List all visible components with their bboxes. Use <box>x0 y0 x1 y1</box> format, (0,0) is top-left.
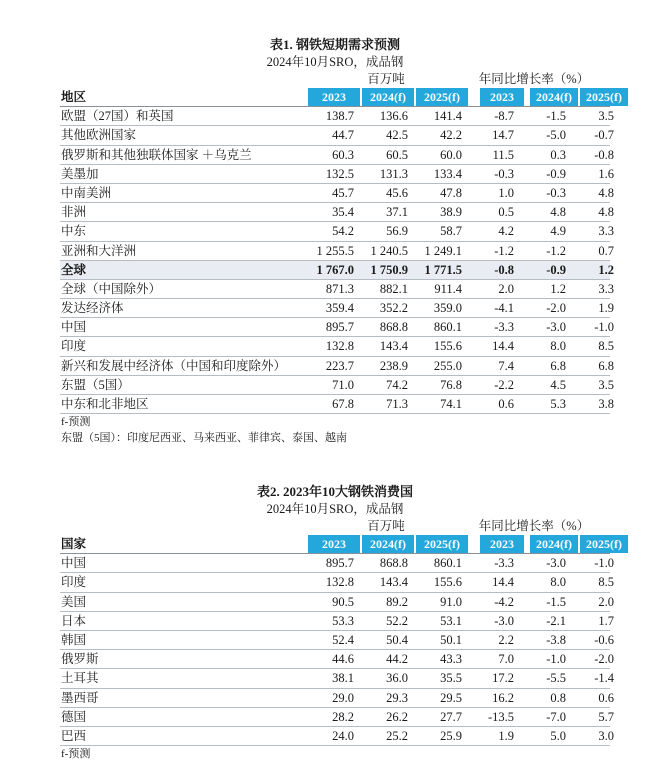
table-cell: 35.4 <box>332 205 354 220</box>
table-cell: 860.1 <box>433 556 462 571</box>
table-cell: 1.6 <box>598 166 614 181</box>
table-cell: 131.3 <box>379 166 408 181</box>
table-cell: -0.9 <box>546 262 566 277</box>
table-cell: 4.2 <box>498 224 514 239</box>
table-cell: 5.7 <box>598 709 614 724</box>
row-label: 发达经济体 <box>61 301 124 316</box>
table-row <box>60 107 614 126</box>
row-label: 中国 <box>61 320 87 335</box>
table-row <box>60 222 614 241</box>
table-cell: -1.5 <box>546 109 566 124</box>
table-cell: 38.9 <box>440 205 462 220</box>
table-cell: 895.7 <box>325 556 354 571</box>
table-cell: 26.2 <box>386 709 408 724</box>
table-cell: 6.8 <box>598 358 614 373</box>
table-cell: 52.2 <box>386 613 408 628</box>
table-cell: 74.2 <box>386 377 408 392</box>
row-label: 韩国 <box>61 632 87 647</box>
table-cell: 74.1 <box>440 397 462 411</box>
table-cell: 895.7 <box>325 320 354 335</box>
table-cell: 8.0 <box>550 575 566 590</box>
table-cell: -0.7 <box>594 128 614 143</box>
table-cell: 89.2 <box>386 594 408 609</box>
table-cell: 871.3 <box>325 281 354 296</box>
unit-absolute: 百万吨 <box>367 72 405 86</box>
table-cell: 25.9 <box>440 728 462 743</box>
table-row <box>60 689 614 708</box>
header-label: 地区 <box>61 90 87 104</box>
table-cell: 42.5 <box>386 128 408 143</box>
header-col: 2025(f) <box>416 88 468 106</box>
table-cell: -2.0 <box>594 652 614 667</box>
table-cell: -2.2 <box>494 377 514 392</box>
row-label: 俄罗斯和其他独联体国家 ＋乌克兰 <box>61 147 252 162</box>
table-cell: 44.2 <box>386 652 408 667</box>
table-cell: 1.0 <box>498 185 514 200</box>
table-cell: 1.9 <box>498 728 514 743</box>
table-cell: 141.4 <box>433 109 462 124</box>
row-label: 日本 <box>61 613 87 628</box>
table-cell: 223.7 <box>325 358 354 373</box>
table-row <box>60 203 614 222</box>
table-cell: -1.2 <box>546 243 566 258</box>
table-row <box>60 573 614 592</box>
table-cell: 1 767.0 <box>316 262 354 277</box>
table-cell: 3.3 <box>598 224 614 239</box>
table-cell: 132.5 <box>325 166 354 181</box>
table-cell: 14.4 <box>492 575 514 590</box>
header-col: 2025(f) <box>416 535 468 553</box>
table-cell: 60.3 <box>332 147 354 162</box>
row-label: 其他欧洲国家 <box>61 128 137 143</box>
footnote: f-预测 <box>61 416 91 429</box>
table-cell: -3.3 <box>494 556 514 571</box>
table-cell: 91.0 <box>440 594 462 609</box>
header-col: 2024(f) <box>530 88 578 106</box>
table-cell: 3.3 <box>598 281 614 296</box>
table-cell: 143.4 <box>379 575 408 590</box>
table-row <box>60 554 614 573</box>
table-1-body <box>60 107 614 414</box>
table-row <box>60 261 614 280</box>
table-2-body <box>60 554 614 746</box>
table-cell: 132.8 <box>325 575 354 590</box>
table-cell: -7.0 <box>546 709 566 724</box>
table-cell: -1.0 <box>546 652 566 667</box>
footnote: f-预测 <box>61 748 91 761</box>
table-row <box>60 318 614 337</box>
table-2 <box>60 483 622 762</box>
table-cell: -2.0 <box>546 301 566 316</box>
table-row <box>60 184 614 203</box>
table-cell: 53.3 <box>332 613 354 628</box>
table-row <box>60 357 614 376</box>
table-cell: 35.5 <box>440 671 462 686</box>
header-col: 2023 <box>480 535 524 553</box>
table-row <box>60 242 614 261</box>
table-cell: 911.4 <box>434 281 462 296</box>
table-cell: 138.7 <box>325 109 354 124</box>
table-cell: -2.1 <box>546 613 566 628</box>
table-cell: -1.5 <box>546 594 566 609</box>
header-col: 2023 <box>480 88 524 106</box>
table-row <box>60 146 614 165</box>
table-cell: 16.2 <box>492 690 514 705</box>
table-cell: 11.5 <box>492 147 514 162</box>
table-cell: 7.0 <box>498 652 514 667</box>
table-row <box>60 337 614 356</box>
table-cell: -0.8 <box>594 147 614 162</box>
table-cell: -8.7 <box>494 109 514 124</box>
table-cell: -1.0 <box>594 320 614 335</box>
table-cell: -5.0 <box>546 128 566 143</box>
table-cell: -13.5 <box>487 709 514 724</box>
table-1-subtitle: 2024年10月SRO，成品钢 <box>266 55 404 69</box>
table-cell: -0.6 <box>594 632 614 647</box>
table-cell: 4.5 <box>550 377 566 392</box>
row-label: 东盟（5国） <box>61 377 130 392</box>
table-cell: 43.3 <box>440 652 462 667</box>
table-row <box>60 631 614 650</box>
table-cell: -3.8 <box>546 632 566 647</box>
table-cell: 36.0 <box>386 671 408 686</box>
row-label: 墨西哥 <box>61 690 99 705</box>
row-label: 中南美洲 <box>61 185 112 200</box>
table-cell: 882.1 <box>379 281 408 296</box>
table-cell: 1.7 <box>598 613 614 628</box>
table-cell: 860.1 <box>433 320 462 335</box>
table-cell: 238.9 <box>379 358 408 373</box>
table-cell: 1.2 <box>598 262 614 277</box>
table-row <box>60 126 614 145</box>
row-label: 亚洲和大洋洲 <box>61 243 137 258</box>
table-cell: 42.2 <box>440 128 462 143</box>
table-cell: 3.8 <box>598 397 614 411</box>
table-cell: 5.0 <box>550 728 566 743</box>
row-label: 美墨加 <box>61 166 99 181</box>
table-cell: 352.2 <box>379 301 408 316</box>
table-cell: 1 249.1 <box>424 243 462 258</box>
row-label: 美国 <box>61 594 87 609</box>
table-row <box>60 165 614 184</box>
row-label: 中东 <box>61 224 87 239</box>
table-cell: -3.3 <box>494 320 514 335</box>
table-row <box>60 280 614 299</box>
table-cell: 0.6 <box>598 690 614 705</box>
table-cell: 45.6 <box>386 185 408 200</box>
table-cell: 90.5 <box>332 594 354 609</box>
header-col: 2024(f) <box>362 535 414 553</box>
table-cell: 50.4 <box>386 632 408 647</box>
table-cell: 37.1 <box>386 205 408 220</box>
table-cell: 868.8 <box>379 556 408 571</box>
table-cell: 14.7 <box>492 128 514 143</box>
table-cell: 3.5 <box>598 377 614 392</box>
table-cell: 8.5 <box>598 339 614 354</box>
table-cell: 7.4 <box>498 358 514 373</box>
table-1-notes <box>60 414 610 446</box>
table-cell: 44.7 <box>332 128 354 143</box>
header-col: 2023 <box>308 535 360 553</box>
row-label: 德国 <box>61 709 87 724</box>
table-cell: 3.5 <box>598 109 614 124</box>
row-label: 新兴和发展中经济体（中国和印度除外） <box>61 358 287 373</box>
table-cell: 4.9 <box>550 224 566 239</box>
table-cell: 38.1 <box>332 671 354 686</box>
table-cell: 1 240.5 <box>370 243 408 258</box>
table-cell: 47.8 <box>440 185 462 200</box>
table-cell: 4.8 <box>598 185 614 200</box>
table-cell: 44.6 <box>332 652 354 667</box>
table-2-notes <box>60 746 610 762</box>
table-cell: 24.0 <box>332 728 354 743</box>
table-cell: 1 255.5 <box>316 243 354 258</box>
table-cell: 76.8 <box>440 377 462 392</box>
table-cell: 50.1 <box>440 632 462 647</box>
row-label: 中国 <box>61 556 87 571</box>
table-cell: 71.3 <box>386 397 408 411</box>
header-col: 2023 <box>308 88 360 106</box>
table-1 <box>60 36 622 446</box>
row-label: 全球 <box>61 262 87 277</box>
table-cell: 25.2 <box>386 728 408 743</box>
table-cell: 2.0 <box>498 281 514 296</box>
table-cell: 0.6 <box>498 397 514 411</box>
table-cell: 155.6 <box>433 575 462 590</box>
table-row <box>60 650 614 669</box>
table-cell: 133.4 <box>433 166 462 181</box>
table-cell: -0.3 <box>546 185 566 200</box>
table-cell: 4.8 <box>598 205 614 220</box>
table-cell: -3.0 <box>546 320 566 335</box>
header-col: 2024(f) <box>530 535 578 553</box>
table-cell: 155.6 <box>433 339 462 354</box>
header-col: 2025(f) <box>580 88 628 106</box>
table-cell: -4.1 <box>494 301 514 316</box>
table-cell: 1.2 <box>550 281 566 296</box>
table-cell: 60.5 <box>386 147 408 162</box>
row-label: 巴西 <box>61 728 87 743</box>
table-header-row <box>60 535 622 554</box>
table-row <box>60 727 614 746</box>
row-label: 欧盟（27国）和英国 <box>61 109 174 124</box>
header-col: 2024(f) <box>362 88 414 106</box>
unit-growth: 年同比增长率（%） <box>478 519 590 533</box>
table-cell: 45.7 <box>332 185 354 200</box>
table-cell: 2.2 <box>498 632 514 647</box>
row-label: 土耳其 <box>61 671 99 686</box>
unit-absolute: 百万吨 <box>367 519 405 533</box>
table-cell: 8.0 <box>550 339 566 354</box>
table-cell: 60.0 <box>440 147 462 162</box>
table-cell: 29.5 <box>440 690 462 705</box>
table-row <box>60 593 614 612</box>
table-cell: 8.5 <box>598 575 614 590</box>
table-cell: 359.0 <box>433 301 462 316</box>
table-header-row <box>60 88 622 107</box>
table-row <box>60 395 614 414</box>
table-cell: 0.3 <box>550 147 566 162</box>
table-cell: 53.1 <box>440 613 462 628</box>
table-cell: 255.0 <box>433 358 462 373</box>
table-cell: 67.8 <box>332 397 354 411</box>
table-2-units <box>60 518 610 535</box>
table-cell: 17.2 <box>492 671 514 686</box>
table-row <box>60 612 614 631</box>
row-label: 中东和北非地区 <box>61 397 149 411</box>
table-cell: 143.4 <box>379 339 408 354</box>
table-cell: 0.8 <box>550 690 566 705</box>
table-cell: 27.7 <box>440 709 462 724</box>
table-cell: -5.5 <box>546 671 566 686</box>
table-cell: -1.4 <box>594 671 614 686</box>
unit-growth: 年同比增长率（%） <box>478 72 590 86</box>
table-cell: 0.5 <box>498 205 514 220</box>
table-row <box>60 376 614 395</box>
table-cell: -0.8 <box>494 262 514 277</box>
row-label: 非洲 <box>61 205 87 220</box>
table-cell: -3.0 <box>494 613 514 628</box>
table-1-units <box>60 71 610 88</box>
table-cell: 136.6 <box>379 109 408 124</box>
row-label: 印度 <box>61 575 87 590</box>
table-cell: 29.0 <box>332 690 354 705</box>
table-cell: 56.9 <box>386 224 408 239</box>
table-cell: 6.8 <box>550 358 566 373</box>
table-cell: 1.9 <box>598 301 614 316</box>
footnote: 东盟（5国）：印度尼西亚、马来西亚、菲律宾、泰国、越南 <box>61 432 347 445</box>
table-cell: 71.0 <box>332 377 354 392</box>
row-label: 俄罗斯 <box>61 652 99 667</box>
table-cell: -4.2 <box>494 594 514 609</box>
table-cell: 14.4 <box>492 339 514 354</box>
table-cell: 1 771.5 <box>424 262 462 277</box>
table-row <box>60 669 614 688</box>
row-label: 全球（中国除外） <box>61 281 162 296</box>
table-row <box>60 708 614 727</box>
table-cell: 5.3 <box>550 397 566 411</box>
table-2-title: 表2. 2023年10大钢铁消费国 <box>256 484 413 499</box>
table-cell: 28.2 <box>332 709 354 724</box>
table-cell: 58.7 <box>440 224 462 239</box>
table-cell: -1.0 <box>594 556 614 571</box>
header-col: 2025(f) <box>580 535 628 553</box>
table-cell: 0.7 <box>598 243 614 258</box>
table-cell: 1 750.9 <box>370 262 408 277</box>
table-cell: 132.8 <box>325 339 354 354</box>
table-cell: 4.8 <box>550 205 566 220</box>
table-cell: 868.8 <box>379 320 408 335</box>
table-cell: 359.4 <box>325 301 354 316</box>
table-cell: -1.2 <box>494 243 514 258</box>
table-row <box>60 299 614 318</box>
table-cell: 54.2 <box>332 224 354 239</box>
table-2-subtitle: 2024年10月SRO，成品钢 <box>266 502 404 516</box>
table-cell: 3.0 <box>598 728 614 743</box>
row-label: 印度 <box>61 339 87 354</box>
table-1-title: 表1. 钢铁短期需求预测 <box>269 37 400 52</box>
table-cell: 29.3 <box>386 690 408 705</box>
table-cell: -0.9 <box>546 166 566 181</box>
table-cell: -3.0 <box>546 556 566 571</box>
table-cell: 2.0 <box>598 594 614 609</box>
table-cell: 52.4 <box>332 632 354 647</box>
table-cell: -0.3 <box>494 166 514 181</box>
header-label: 国家 <box>61 537 87 551</box>
